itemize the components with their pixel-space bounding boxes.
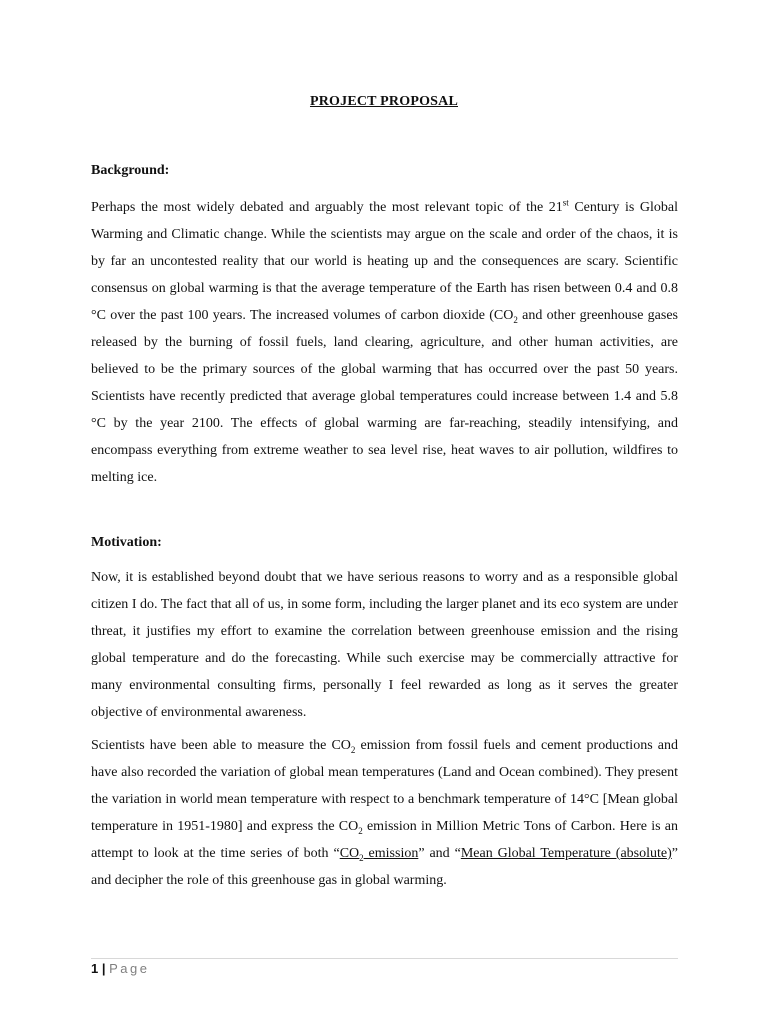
- co2-emission-link[interactable]: [340, 846, 419, 861]
- subscript: 2: [350, 744, 356, 755]
- subscript: 2: [359, 852, 364, 863]
- subscript: 2: [513, 314, 518, 325]
- text-run: ” and “: [418, 846, 461, 861]
- text-run: Century is Global Warming and Climatic change. While the scientists may argue on the scale and order of the chaos, it is by far an uncontested reality that our world is heating up and the consequences are scary. Scientific consensus on global warming is that the average temperature of the Earth has risen between 0.4 and 0.8 °C over the past 100 years. The increased volumes of carbon dioxide (CO: [91, 200, 679, 323]
- motivation-paragraph-1: Now, it is established beyond doubt that we have serious reasons to worry and as a responsible global citizen I do. The fact that all of us, in some form, including the larger planet and its eco system are under threat, it justifies my effort to examine the correlation between greenhouse emission and the rising global temperature and do the forecasting. While such exercise may be commercially attractive for many environmental consulting firms, personally I feel rewarded as long as it serves the greater objective of environmental awareness.: [91, 570, 678, 720]
- background-heading: Background:: [91, 163, 170, 178]
- motivation-heading: Motivation:: [91, 535, 162, 550]
- motivation-paragraph-2: [91, 732, 678, 894]
- subscript: 2: [358, 825, 363, 836]
- page-separator: |: [98, 961, 110, 976]
- background-paragraph: [91, 194, 678, 491]
- page-label: Page: [109, 961, 150, 976]
- mean-global-temperature-link[interactable]: Mean Global Temperature (absolute): [460, 846, 672, 861]
- text-run: and other greenhouse gases released by the burning of fossil fuels, land clearing, agriculture, and other human activities, are believed to be the primary sources of the global warming that has occurred over the past 50 years. Scientists have recently predicted that average global temperatures could increase between 1.4 and 5.8 °C by the year 2100. The effects of global warming are far-reaching, steadily intensifying, and encompass everything from extreme weather to sea level rise, heat waves to air pollution, wildfires to melting ice.: [91, 308, 678, 485]
- page-number: 1: [91, 961, 99, 976]
- text-run: Perhaps the most widely debated and arguably the most relevant topic of the 21: [91, 200, 563, 215]
- text-run: emission in Million Metric Tons of Carbon. Here is an attempt to look at the time series of both “: [91, 819, 678, 861]
- link-text: emission: [363, 846, 419, 861]
- text-run: emission from fossil fuels and cement productions and have also recorded the variation of global mean temperatures (Land and Ocean combined). They present the variation in world mean temperature with respect to a benchmark temperature of 14°C [Mean global temperature in 1951-1980] and express the CO: [91, 738, 678, 834]
- superscript: st: [562, 197, 569, 208]
- text-run: Scientists have been able to measure the CO: [91, 738, 351, 753]
- link-text: CO: [339, 846, 360, 861]
- text-run: ” and decipher the role of this greenhouse gas in global warming.: [91, 846, 678, 888]
- page-footer: [91, 958, 678, 976]
- document-title: PROJECT PROPOSAL: [309, 94, 458, 109]
